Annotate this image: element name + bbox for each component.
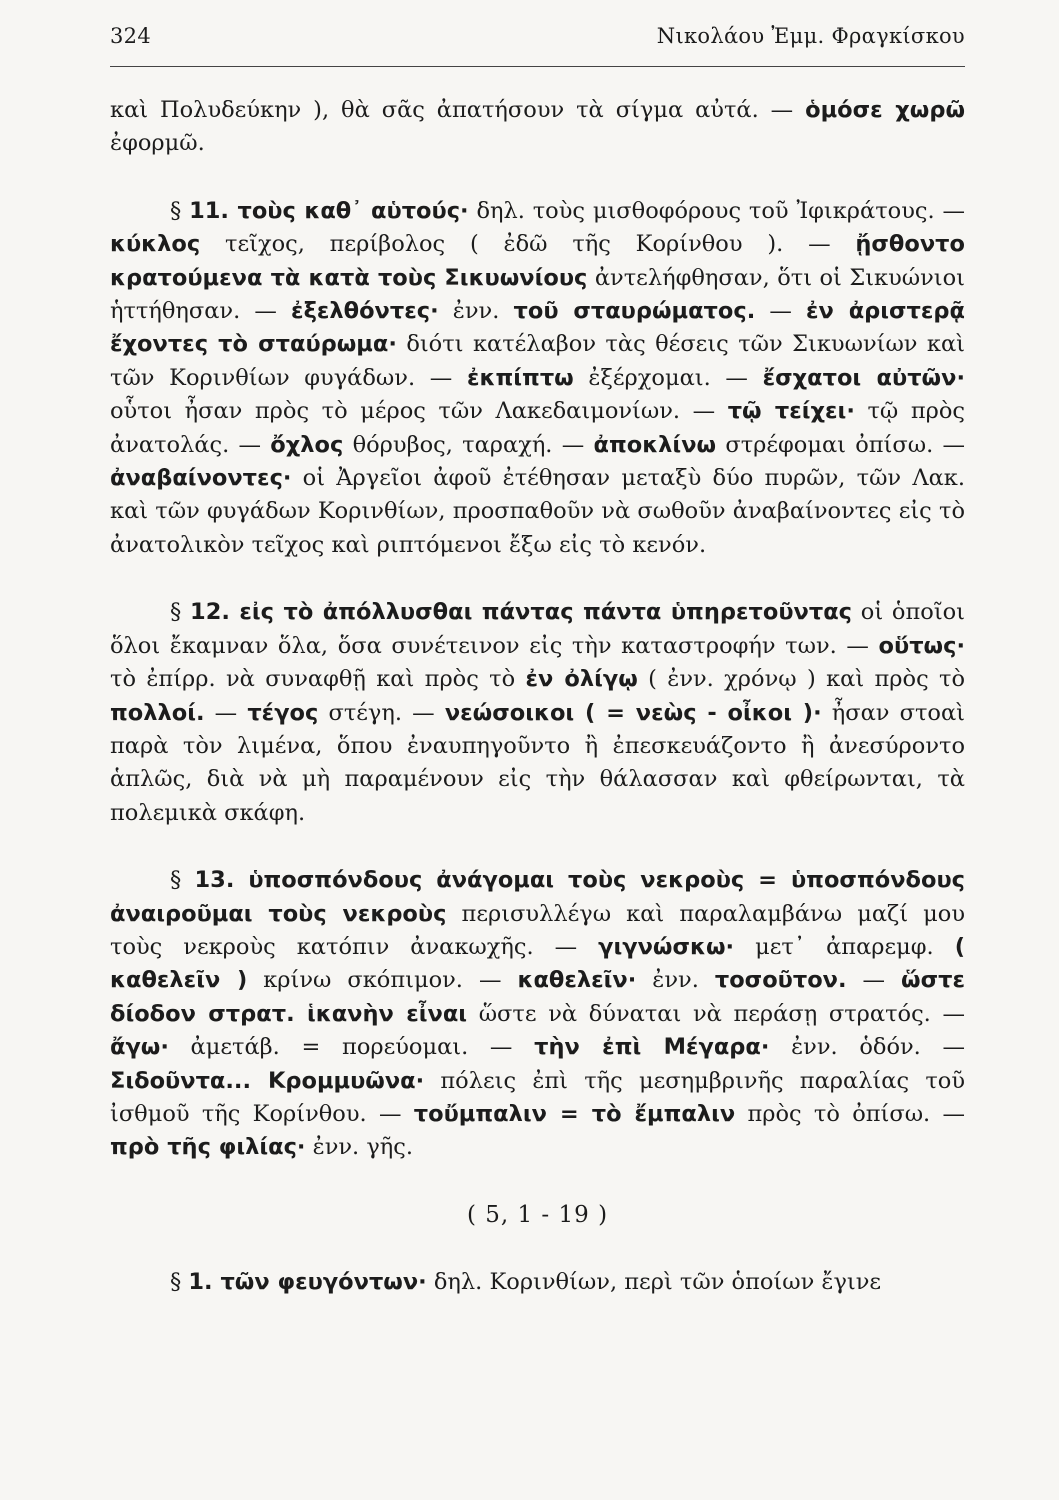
gloss-text: ( ἐνν. χρόνῳ ) καὶ πρὸς τὸ	[637, 666, 966, 693]
page-header	[110, 24, 965, 48]
bold-term: ὁμόσε χωρῶ	[805, 97, 965, 123]
gloss-text: διότι κατέλαβον τὰς θέσεις τῶν Σικυωνίων καὶ τῶν Κορινθίων φυγάδων. —	[110, 331, 965, 391]
paragraph-section-1	[110, 1266, 965, 1299]
gloss-text: §	[170, 867, 195, 894]
bold-term: ἔσχατοι αὐτῶν·	[762, 364, 965, 391]
bold-term: ἐξελθόντες·	[291, 298, 439, 325]
gloss-text: οὗτοι ἦσαν πρὸς τὸ μέρος τῶν Λακεδαιμονίων. —	[110, 398, 728, 425]
running-title: Νικολάου Ἐμμ. Φραγκίσκου	[656, 24, 965, 48]
gloss-text: οἱ ὁποῖοι ὅλοι ἔκαμναν ὅλα, ὅσα συνέτεινον εἰς τὴν καταστροφήν των. —	[110, 599, 966, 659]
page-body	[110, 94, 965, 1300]
gloss-text: κρίνω σκόπιμον. —	[247, 967, 518, 994]
bold-term: τῷ τείχει·	[727, 398, 855, 425]
bold-term: τοσοῦτον.	[714, 967, 847, 994]
bold-term: ἀναβαίνοντες·	[110, 465, 292, 492]
section-heading: ( 5, 1 - 19 )	[466, 1201, 609, 1228]
gloss-text: καὶ Πολυδεύκην ), θὰ σᾶς ἀπατήσουν τὰ σίγμα αὐτά. —	[110, 97, 806, 123]
paragraph-section-12	[110, 596, 965, 830]
bold-term: ὄχλος	[270, 431, 344, 458]
bold-term: πολλοί.	[110, 699, 205, 726]
bold-term: νεώσοικοι ( = νεὼς - οἶκοι )·	[444, 699, 822, 726]
gloss-text: ἐξέρχομαι. —	[573, 364, 763, 391]
bold-term: οὕτως·	[878, 632, 965, 659]
gloss-text: πρὸς τὸ ὀπίσω. —	[735, 1100, 965, 1127]
bold-term: γιγνώσκω·	[598, 933, 735, 960]
paragraph-gap	[110, 161, 965, 195]
gloss-text: ἀμετάβ. = πορεύομαι. —	[168, 1034, 535, 1061]
paragraph-section-11	[110, 195, 965, 562]
gloss-text: ἐνν. ὁδόν. —	[769, 1034, 965, 1061]
page-number: 324	[110, 24, 151, 48]
paragraph-gap	[110, 1165, 965, 1199]
gloss-text: τὸ ἐπίρρ. νὰ συναφθῇ καὶ πρὸς τὸ	[110, 666, 526, 693]
bold-term: πρὸ τῆς φιλίας·	[110, 1134, 306, 1161]
gloss-text: —	[755, 298, 807, 325]
gloss-text: §	[170, 197, 190, 224]
gloss-text: δηλ. Κορινθίων, περὶ τῶν ὁποίων ἔγινε	[426, 1269, 882, 1296]
paragraph-gap	[110, 1232, 965, 1266]
paragraph-gap	[110, 830, 965, 864]
bold-term: καθελεῖν·	[517, 967, 637, 994]
gloss-text: θόρυβος, ταραχή. —	[343, 431, 594, 458]
paragraph-section-13	[110, 864, 965, 1165]
gloss-text: —	[846, 967, 902, 994]
paragraph-gap	[110, 562, 965, 596]
gloss-text: περισυλλέγω καὶ παραλαμβάνω μαζί μου τοὺς νεκροὺς κατόπιν ἀνακωχῆς. —	[110, 900, 965, 960]
bold-term: ἄγω·	[110, 1034, 169, 1061]
gloss-text: οἱ Ἀργεῖοι ἀφοῦ ἐτέθησαν μεταξὺ δύο πυρῶν, τῶν Λακ. καὶ τῶν φυγάδων Κορινθίων, προσπαθοῦν νὰ σωθοῦν ἀναβαίνοντες εἰς τὸ ἀνατολικὸν τεῖχος καὶ ριπτόμενοι ἔξω εἰς τὸ κενόν.	[110, 465, 965, 558]
bold-term: ( καθελεῖν )	[110, 933, 965, 994]
bold-term: ἐν ἀριστερᾷ ἔχοντες τὸ σταύρωμα·	[110, 298, 965, 358]
gloss-text: §	[170, 599, 191, 626]
bold-term: ὥστε δίοδον στρατ. ἱκανὴν εἶναι	[110, 967, 966, 1027]
paragraph-continuation	[110, 94, 965, 161]
bold-term: 1. τῶν φευγόντων·	[188, 1269, 427, 1296]
bold-term: κύκλος	[110, 231, 201, 258]
gloss-text: στέγη. —	[318, 699, 445, 726]
bold-term: ἀποκλίνω	[593, 431, 717, 458]
gloss-text: τεῖχος, περίβολος ( ἐδῶ τῆς Κορίνθου ). —	[200, 231, 856, 258]
gloss-text: δηλ. τοὺς μισθοφόρους τοῦ Ἰφικράτους. —	[468, 197, 966, 224]
gloss-text: —	[204, 699, 248, 726]
bold-term: 13. ὑποσπόνδους ἀνάγομαι τοὺς νεκροὺς = ὑποσπόνδους ἀναιροῦμαι τοὺς νεκροὺς	[110, 867, 965, 927]
gloss-text: ἐνν. γῆς.	[305, 1134, 414, 1161]
gloss-text: ἐφορμῶ.	[110, 130, 205, 157]
gloss-text: στρέφομαι ὀπίσω. —	[716, 431, 965, 458]
gloss-text: μετ᾽ ἀπαρεμφ.	[734, 933, 955, 960]
bold-term: τέγος	[247, 699, 319, 726]
bold-term: ᾔσθοντο κρατούμενα τὰ κατὰ τοὺς Σικυωνίους	[110, 231, 965, 291]
bold-term: ἐκπίπτω	[466, 364, 574, 391]
gloss-text: πόλεις ἐπὶ τῆς μεσημβρινῆς παραλίας τοῦ ἰσθμοῦ τῆς Κορίνθου. —	[110, 1067, 966, 1127]
bold-term: τὴν ἐπὶ Μέγαρα·	[534, 1034, 770, 1061]
gloss-text: ἀντελήφθησαν, ὅτι οἱ Σικυώνιοι ἡττήθησαν. —	[110, 264, 965, 325]
gloss-text: τῷ πρὸς ἀνατολάς. —	[110, 398, 965, 458]
bold-term: τοὔμπαλιν = τὸ ἔμπαλιν	[413, 1100, 736, 1127]
bold-term: 11. τοὺς καθ᾽ αὑτούς·	[189, 197, 469, 224]
bold-term: 12. εἰς τὸ ἀπόλλυσθαι πάντας πάντα ὑπηρετοῦντας	[190, 599, 852, 626]
gloss-text: §	[170, 1269, 189, 1296]
bold-term: τοῦ σταυρώματος.	[513, 298, 756, 325]
gloss-text: ἦσαν στοαὶ παρὰ τὸν λιμένα, ὅπου ἐναυπηγοῦντο ἢ ἐπεσκευάζοντο ἢ ἀνεσύροντο ἁπλῶς, διὰ νὰ μὴ παραμένουν εἰς τὴν θάλασσαν καὶ φθείρωνται, τὰ πολεμικὰ σκάφη.	[110, 699, 965, 826]
bold-term: ἐν ὀλίγῳ	[525, 666, 638, 693]
header-rule	[110, 66, 965, 67]
gloss-text: ἐνν.	[438, 298, 514, 325]
gloss-text: ὥστε νὰ δύναται νὰ περάσῃ στρατός. —	[467, 1000, 966, 1027]
gloss-text: ἐνν.	[636, 967, 715, 994]
bold-term: Σιδοῦντα... Κρομμυῶνα·	[110, 1067, 425, 1094]
